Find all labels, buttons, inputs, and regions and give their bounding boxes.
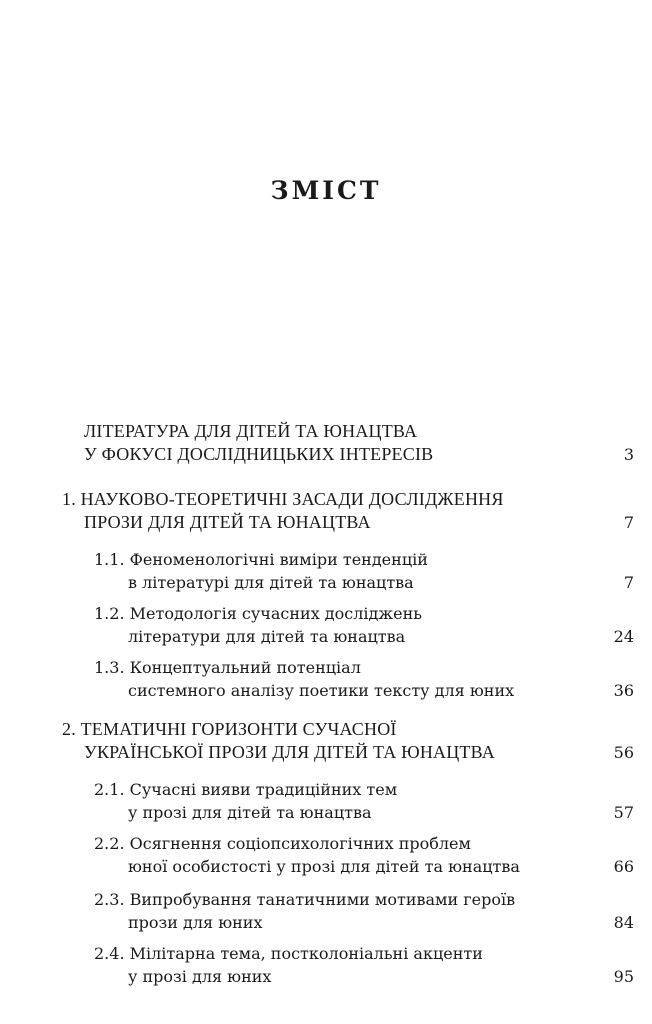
toc-entry-section-2-2 [94,832,634,878]
toc-entry-line: У ФОКУСІ ДОСЛІДНИЦЬКИХ ІНТЕРЕСІВ [84,444,434,464]
toc-entry-section-2-4 [94,942,634,988]
toc-entry-line: ПРОЗИ ДЛЯ ДІТЕЙ ТА ЮНАЦТВА [84,512,371,532]
toc-entry-line: 2.3. Випробування танатичними мотивами героїв [94,890,516,909]
toc-entry-line: 2. ТЕМАТИЧНІ ГОРИЗОНТИ СУЧАСНОЇ [62,719,397,739]
toc-entry-section-2-3 [94,888,634,934]
toc-entry-intro [84,420,634,466]
toc-entry-section-1-2 [94,602,634,648]
toc-page-number: 66 [613,857,634,876]
toc-page-number: 84 [613,913,634,932]
toc-entry-chapter-2 [62,718,634,764]
toc-entry-section-2-1 [94,778,634,824]
toc-entry-line: 2.4. Мілітарна тема, постколоніальні акценти [94,944,483,963]
toc-entry-line: системного аналізу поетики тексту для юних [128,681,515,700]
toc-entry-line: 2.2. Осягнення соціопсихологічних проблем [94,834,471,853]
toc-entry-line: ЛІТЕРАТУРА ДЛЯ ДІТЕЙ ТА ЮНАЦТВА [84,421,418,441]
toc-entry-line: юної особистості у прозі для дітей та юнацтва [128,857,520,876]
toc-page-number: 7 [623,573,634,592]
toc-entry-line: у прозі для юних [128,967,272,986]
toc-page-number: 24 [613,627,634,646]
toc-entry-line: 2.1. Сучасні вияви традиційних тем [94,780,398,799]
toc-entry-section-1-3 [94,656,634,702]
toc-page-number: 3 [623,445,634,464]
toc-entry-chapter-1 [62,488,634,534]
toc-entry-line: у прозі для дітей та юнацтва [128,803,372,822]
toc-entry-line: 1.3. Концептуальний потенціал [94,658,361,677]
toc-entry-line: літератури для дітей та юнацтва [128,627,406,646]
toc-entry-line: УКРАЇНСЬКОЇ ПРОЗИ ДЛЯ ДІТЕЙ ТА ЮНАЦТВА [84,742,495,762]
toc-page-number: 36 [613,681,634,700]
toc-entry-line: в літературі для дітей та юнацтва [128,573,414,592]
toc-page-number: 7 [623,513,634,532]
toc-entry-section-1-1 [94,548,634,594]
toc-entry-line: 1.2. Методологія сучасних досліджень [94,604,422,623]
toc-entry-line: прози для юних [128,913,263,932]
toc-page-number: 57 [613,803,634,822]
toc-page-number: 56 [613,743,634,762]
toc-entry-line: 1.1. Феноменологічні виміри тенденцій [94,550,428,569]
page-title: ЗМІСТ [270,176,382,205]
toc-entry-line: 1. НАУКОВО-ТЕОРЕТИЧНІ ЗАСАДИ ДОСЛІДЖЕННЯ [62,489,504,509]
toc-page-number: 95 [613,967,634,986]
